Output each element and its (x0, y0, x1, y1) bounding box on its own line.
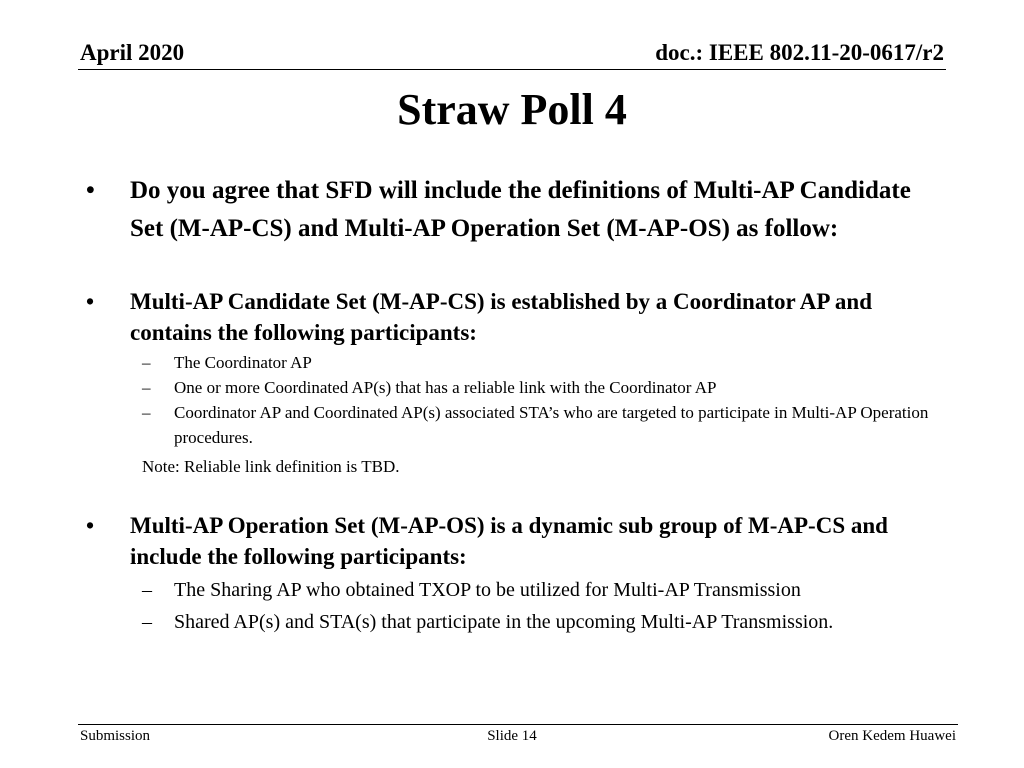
footer-slide-number: Slide 14 (487, 728, 537, 744)
footer-submission: Submission (80, 728, 151, 744)
bullet-text: Multi-AP Candidate Set (M-AP-CS) is established by a Coordinator AP and contains the following participants: (130, 289, 873, 345)
header-doc-id: doc.: IEEE 802.11-20-0617/r2 (655, 40, 944, 65)
slide-title: Straw Poll 4 (397, 85, 627, 134)
operation-set-subitems (86, 574, 946, 638)
bullet-text: Do you agree that SFD will include the definitions of Multi-AP Candidate Set (M-AP-CS) and Multi-AP Operation Set (M-AP-OS) as follow: (130, 177, 911, 242)
sub-item (86, 375, 946, 400)
header-date: April 2020 (80, 40, 185, 65)
dash-symbol: – (142, 353, 151, 372)
sub-item (86, 606, 946, 638)
slide-content (86, 172, 946, 638)
header-rule (78, 69, 946, 70)
sub-item-text: One or more Coordinated AP(s) that has a reliable link with the Coordinator AP (174, 378, 717, 397)
bullet-candidate-set (86, 286, 946, 348)
sub-item-text: Shared AP(s) and STA(s) that participate in the upcoming Multi-AP Transmission. (174, 611, 834, 633)
sub-item-text: Coordinator AP and Coordinated AP(s) associated STA’s who are targeted to participate in Multi-AP Operation procedures. (174, 403, 929, 447)
dash-symbol: – (142, 579, 152, 601)
sub-item (86, 350, 946, 375)
dash-symbol: – (142, 611, 152, 633)
bullet-operation-set (86, 510, 946, 572)
bullet-symbol: • (86, 289, 95, 314)
sub-item-text: The Sharing AP who obtained TXOP to be utilized for Multi-AP Transmission (174, 579, 801, 601)
sub-item-text: The Coordinator AP (174, 353, 312, 372)
bullet-symbol: • (86, 177, 95, 204)
bullet-question (86, 172, 946, 248)
footer-author: Oren Kedem Huawei (828, 728, 956, 744)
sub-item (86, 400, 946, 450)
sub-item (86, 574, 946, 606)
dash-symbol: – (142, 378, 151, 397)
candidate-set-subitems (86, 350, 946, 450)
bullet-symbol: • (86, 513, 95, 538)
reliable-link-note: Note: Reliable link definition is TBD. (142, 457, 400, 476)
bullet-text: Multi-AP Operation Set (M-AP-OS) is a dynamic sub group of M-AP-CS and include the following participants: (130, 513, 888, 569)
dash-symbol: – (142, 403, 151, 422)
footer-rule (78, 724, 958, 725)
